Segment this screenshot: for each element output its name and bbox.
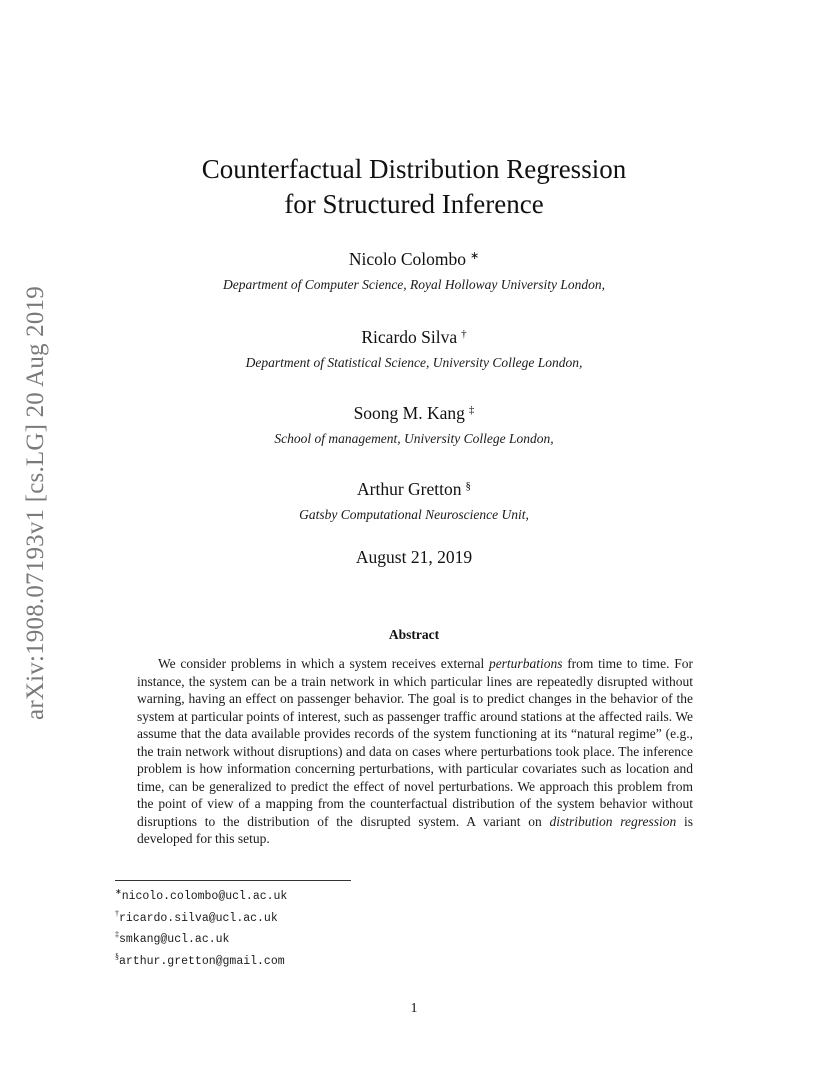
author-footnote-mark: ∗ — [469, 250, 480, 262]
abstract-emphasis: distribution regression — [549, 813, 677, 829]
footnote-email[interactable]: smkang@ucl.ac.uk — [119, 933, 230, 946]
author-name — [0, 475, 828, 500]
author-name-text: Ricardo Silva — [361, 327, 458, 347]
author-name — [0, 323, 828, 348]
footnotes — [115, 884, 287, 970]
footnote-email[interactable]: arthur.gretton@gmail.com — [119, 954, 285, 968]
author-block-1 — [0, 245, 828, 294]
author-name-text: Arthur Gretton — [357, 479, 462, 499]
author-name — [0, 399, 828, 424]
title-line-2: for Structured Inference — [284, 189, 544, 219]
footnote-item — [115, 906, 287, 928]
footnote-mark: † — [115, 908, 119, 918]
author-name — [0, 245, 828, 270]
footnote-mark: § — [115, 951, 119, 961]
author-block-4 — [0, 475, 828, 524]
author-affiliation: Department of Statistical Science, University College London, — [245, 355, 583, 370]
abstract-body — [137, 655, 693, 848]
footnote-item — [115, 884, 287, 906]
author-block-3 — [0, 399, 828, 448]
footnote-mark: ‡ — [115, 930, 119, 939]
footnote-item — [115, 949, 287, 971]
author-affiliation: School of management, University College London, — [274, 431, 554, 446]
paper-title — [0, 152, 828, 222]
footnote-email[interactable]: nicolo.colombo@ucl.ac.uk — [121, 890, 288, 903]
abstract-heading: Abstract — [388, 627, 440, 642]
author-name-text: Nicolo Colombo — [348, 249, 466, 269]
author-block-2 — [0, 323, 828, 372]
abstract-text: We consider problems in which a system receives external — [158, 656, 489, 671]
abstract-emphasis: perturbations — [488, 656, 563, 671]
footnote-divider — [115, 880, 351, 881]
author-footnote-mark: ‡ — [468, 404, 475, 416]
title-line-1: Counterfactual Distribution Regression — [201, 154, 627, 184]
author-footnote-mark: † — [461, 328, 467, 340]
footnote-email[interactable]: ricardo.silva@ucl.ac.uk — [119, 911, 278, 925]
author-affiliation: Department of Computer Science, Royal Holloway University London, — [222, 277, 606, 292]
footnote-mark: ∗ — [115, 887, 122, 896]
paper-date: August 21, 2019 — [355, 547, 473, 567]
arxiv-stamp-text: arXiv:1908.07193v1 [cs.LG] 20 Aug 2019 — [22, 286, 50, 720]
author-footnote-mark: § — [465, 480, 471, 492]
author-affiliation: Gatsby Computational Neuroscience Unit, — [299, 507, 529, 522]
page-number: 1 — [410, 1001, 418, 1016]
author-name-text: Soong M. Kang — [353, 403, 465, 423]
abstract-text: is developed for this setup. — [137, 813, 693, 846]
footnote-item — [115, 927, 287, 949]
abstract-text: from time to time. For instance, the system can be a train network in which particular lines are repeatedly disrupted without warning, having an effect on passenger behavior. The goal is to predict changes in the behavior of the system at particular points of interest, such as passenger traffic around stations at the affected rails. We assume that the data available provides records of the system functioning at its “natural regime” (e.g., the train network without disruptions) and data on cases where perturbations took place. The inference problem is how information concerning perturbations, with particular covariates such as location and time, can be generalized to predict the effect of novel perturbations. We approach this problem from the point of view of a mapping from the counterfactual distribution of the system behavior without disruptions to the distribution of the disrupted system. A variant on — [137, 656, 693, 829]
